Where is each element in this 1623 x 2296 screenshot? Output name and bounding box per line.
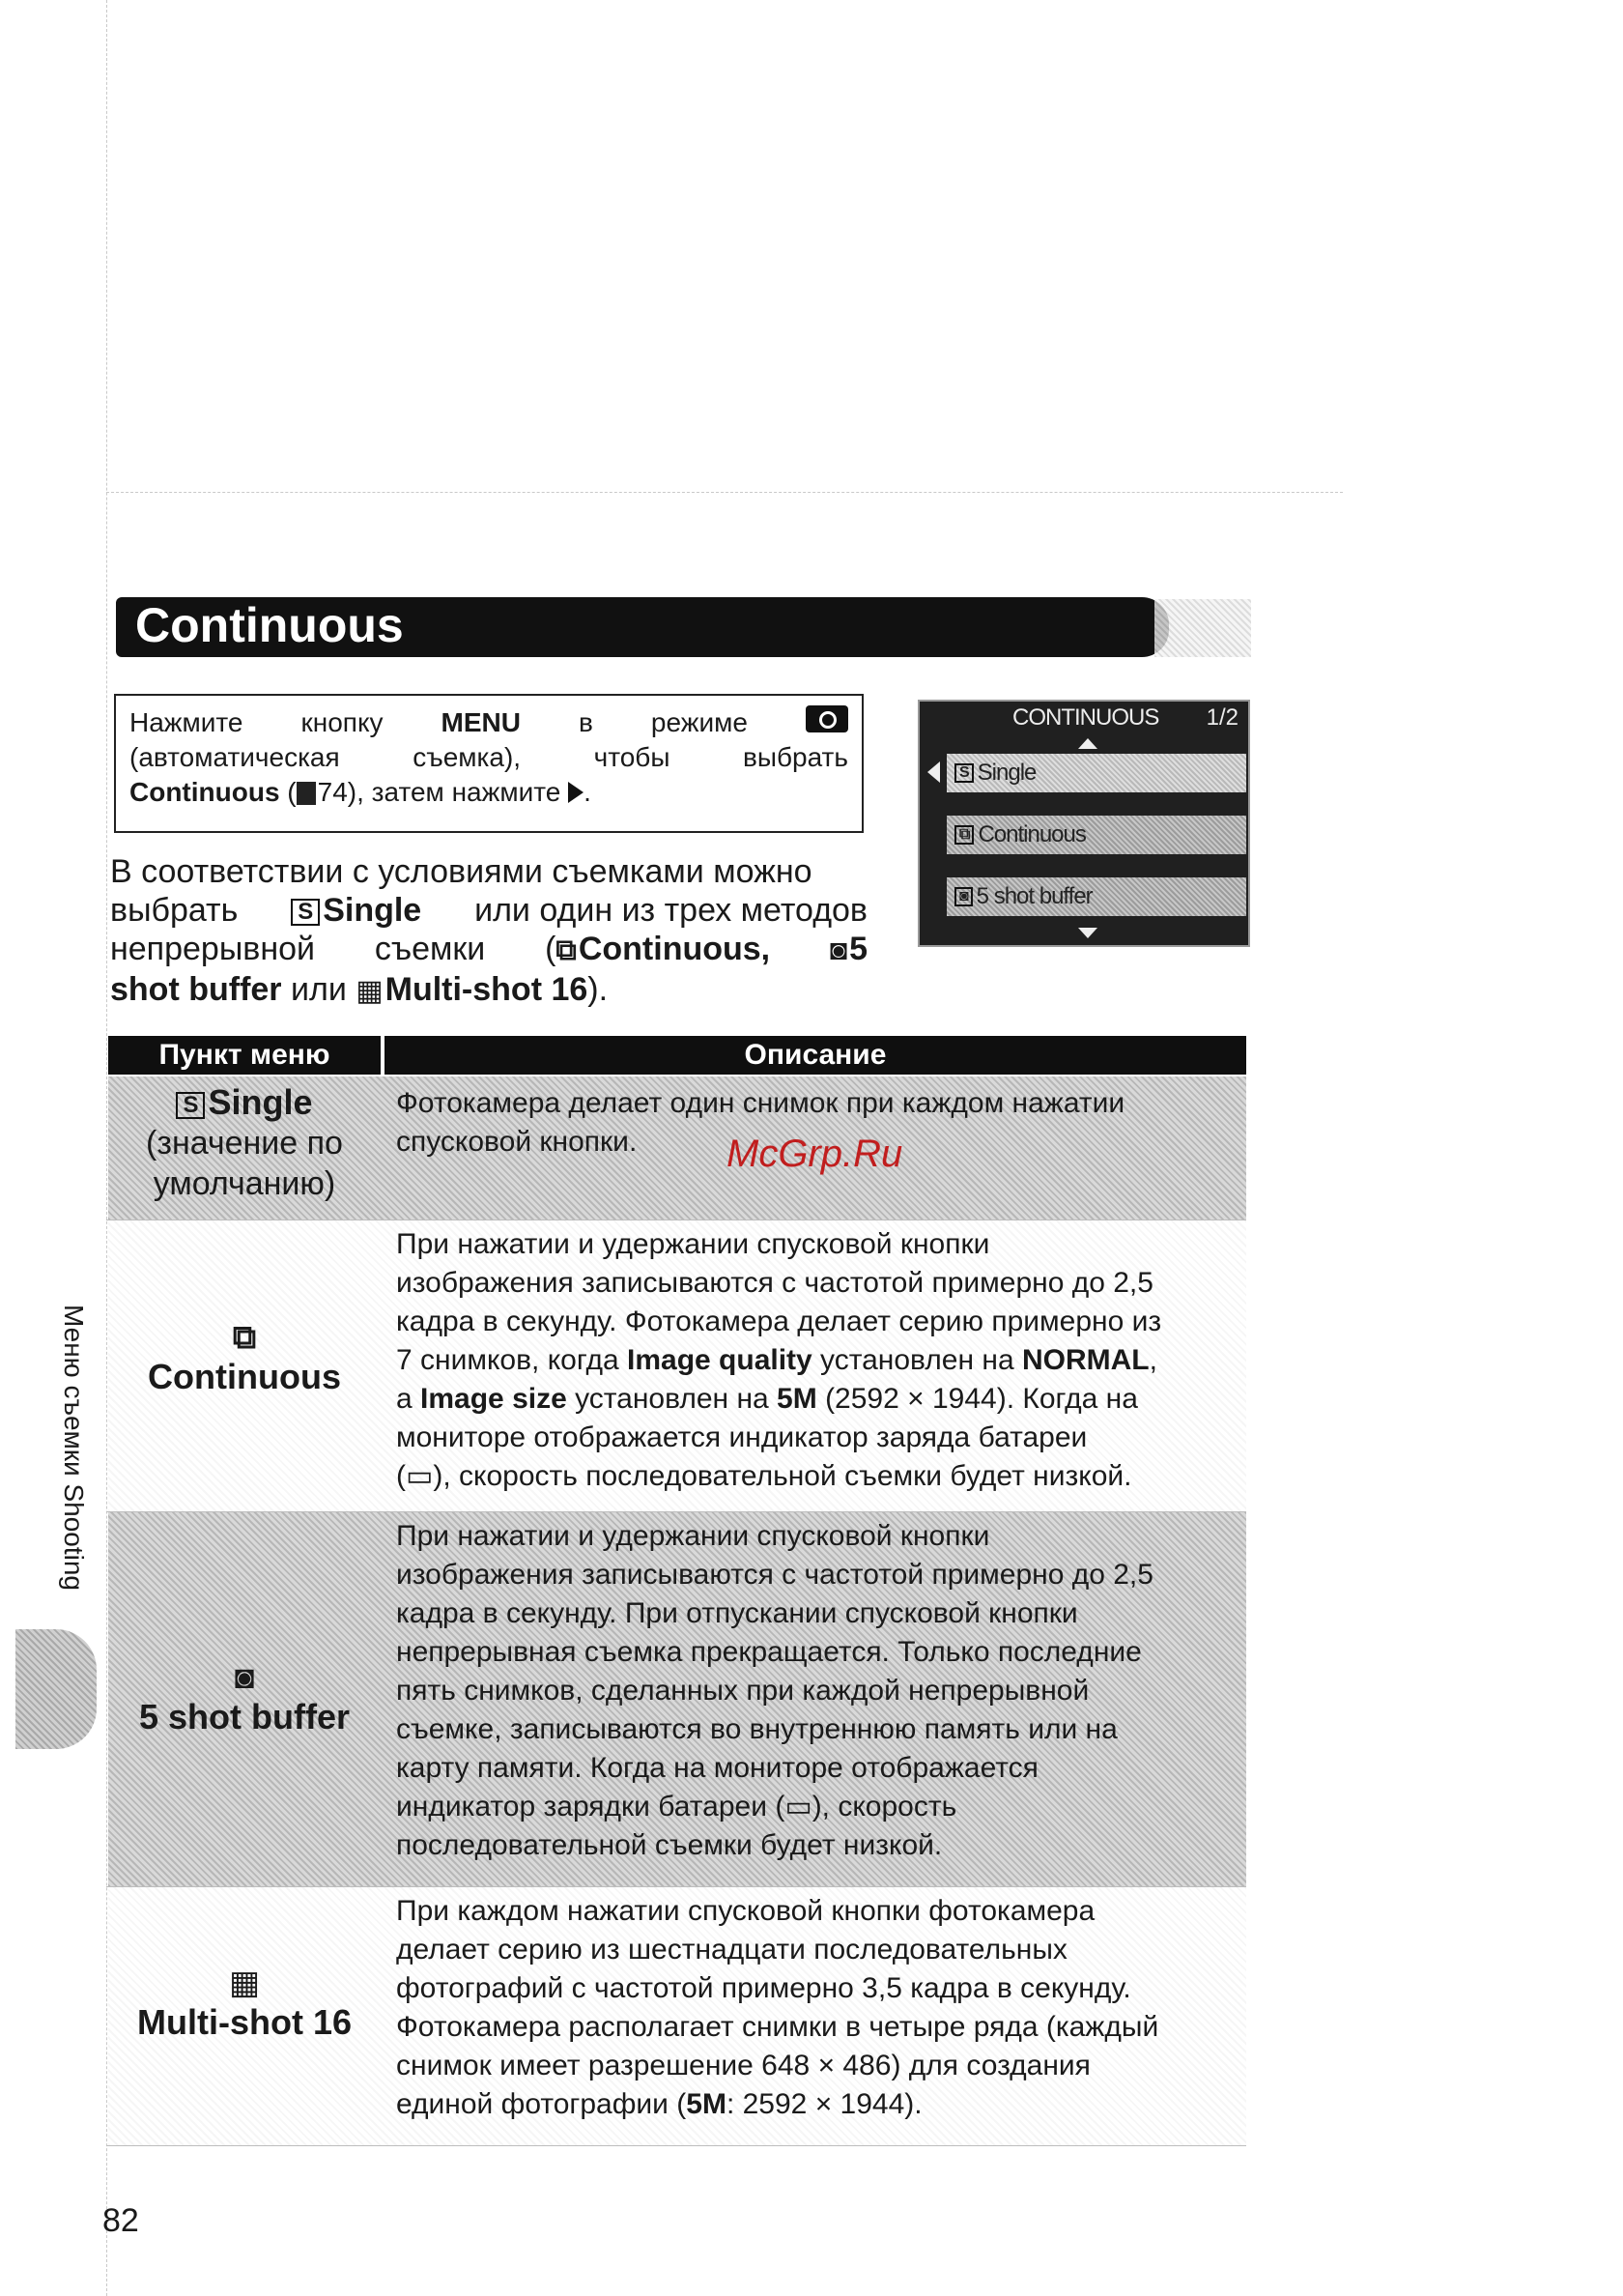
screen-title: CONTINUOUS — [1012, 704, 1159, 731]
intro-paragraph: В соответствии с условиями съемками можно выбрать S Single или один из трех методов непрерывной съемки (⧉Continuous, ◙5 shot buffer или ▦Multi-shot 16). — [110, 853, 868, 1008]
description-shot-buffer: При нажатии и удержании спусковой кнопки изображения записываются с частотой примерно до 2,5 кадра в секунду. При отпускании спусковой кнопки непрерывная съемка прекращается. Только последние пять снимков, сделанных при каждой непрерывной съемке, записываются во внутреннюю память или на карту памяти. Когда на мониторе отображается индикатор зарядки батареи (▭), скорость последовательной съемки будет низкой. — [396, 1520, 1153, 1861]
instruction-line-2: (автоматическая съемка), чтобы выбрать — [129, 742, 848, 772]
battery-icon: ▭ — [406, 1460, 434, 1492]
shot-buffer-icon: ◙ — [954, 887, 973, 906]
page-number: 82 — [102, 2202, 139, 2239]
camera-menu-screen — [918, 700, 1250, 947]
screen-header — [920, 702, 1248, 734]
screen-item-continuous[interactable]: ⧉ Continuous — [947, 816, 1246, 854]
continuous-icon: ⧉ — [232, 1319, 257, 1356]
title-bar-fade — [1154, 599, 1251, 657]
shot-buffer-icon: ◙ — [829, 934, 848, 966]
item-cell-continuous: ⧉ Continuous — [108, 1318, 381, 1397]
item-cell-single: S Single (значение по умолчанию) — [146, 1082, 343, 1202]
description-single: Фотокамера делает один снимок при каждом нажатии спусковой кнопки. — [396, 1087, 1125, 1158]
battery-icon: ▭ — [784, 1791, 812, 1822]
single-mode-icon: S — [954, 763, 974, 783]
screen-page-indicator: 1/2 — [1206, 704, 1239, 731]
instruction-box — [114, 694, 864, 833]
screen-item-shot-buffer[interactable]: ◙ 5 shot buffer — [947, 877, 1246, 916]
reference-icon — [297, 782, 316, 805]
shot-buffer-icon: ◙ — [234, 1659, 255, 1696]
description-multi-shot: При каждом нажатии спусковой кнопки фотокамера делает серию из шестнадцати последовательных фотографий с частотой примерно 3,5 кадра в секунду. Фотокамера располагает снимки в четыре ряда (каждый снимок имеет разрешение 648 × 486) для создания единой фотографии (5M: 2592 × 1944). — [396, 1895, 1159, 2120]
camera-icon — [806, 705, 848, 732]
instruction-line-3: Continuous ( 74), затем нажмите . — [129, 777, 591, 807]
table-header-description: Описание — [384, 1036, 1246, 1075]
page-guide-horizontal — [106, 492, 1343, 493]
scroll-up-icon — [1078, 738, 1097, 749]
right-arrow-icon — [568, 782, 584, 803]
continuous-icon: ⧉ — [954, 825, 974, 845]
item-cell-shot-buffer: ◙ 5 shot buffer — [108, 1658, 381, 1737]
multi-shot-icon: ▦ — [356, 975, 384, 1007]
table-header-item: Пункт меню — [108, 1036, 381, 1075]
row-divider — [106, 1511, 1246, 1512]
description-continuous: При нажатии и удержании спусковой кнопки изображения записываются с частотой примерно до 2,5 кадра в секунду. Фотокамера делает серию примерно из 7 снимков, когда Image quality установлен на NORMAL, а Image size установлен на 5M (2592 × 1944). Когда на мониторе отображается индикатор заряда батареи (▭), скорость последовательной съемки будет низкой. — [396, 1228, 1162, 1492]
item-cell-multi-shot: ▦ Multi-shot 16 — [108, 1964, 381, 2043]
thumb-tab — [15, 1629, 97, 1749]
side-section-label: Меню съемки Shooting — [59, 1305, 89, 1591]
watermark: McGrp.Ru — [726, 1133, 903, 1175]
page-guide-vertical — [106, 0, 107, 2296]
screen-item-single[interactable]: S Single — [947, 754, 1246, 792]
continuous-icon: ⧉ — [555, 934, 577, 966]
row-divider — [106, 1886, 1246, 1887]
instruction-line-1: Нажмите кнопку MENU в режиме — [129, 705, 848, 740]
page-title: Continuous — [135, 598, 404, 652]
scroll-down-icon — [1078, 928, 1097, 938]
single-mode-icon: S — [176, 1092, 205, 1119]
multi-shot-icon: ▦ — [228, 1965, 261, 2001]
back-arrow-icon — [927, 761, 940, 783]
row-divider — [106, 2145, 1246, 2146]
single-mode-icon: S — [291, 899, 320, 926]
